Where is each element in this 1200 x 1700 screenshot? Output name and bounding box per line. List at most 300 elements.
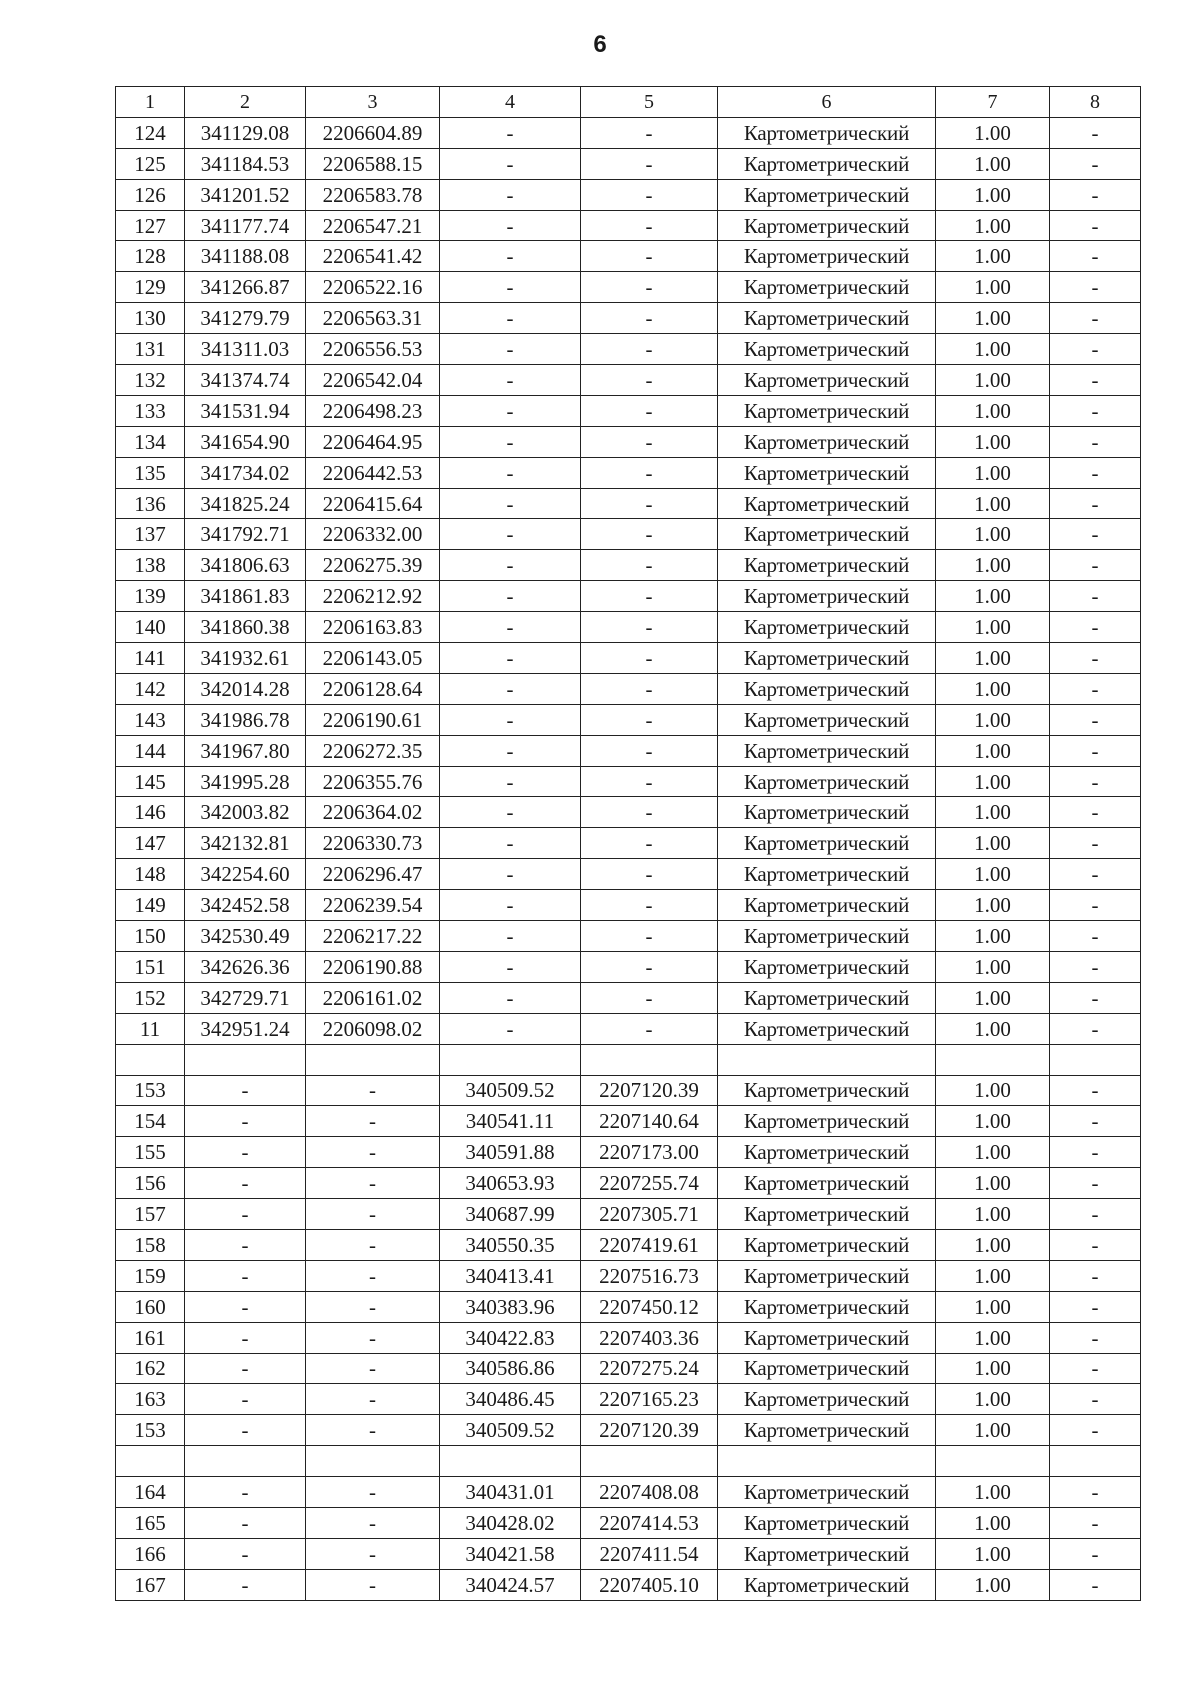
table-cell: 165	[116, 1507, 185, 1538]
table-cell: 159	[116, 1260, 185, 1291]
table-cell: 162	[116, 1353, 185, 1384]
table-cell: -	[1050, 951, 1141, 982]
table-cell: 148	[116, 859, 185, 890]
table-cell: -	[581, 148, 718, 179]
table-cell: 1.00	[936, 859, 1050, 890]
table-cell: -	[581, 334, 718, 365]
table-row	[116, 365, 1141, 396]
table-cell: Картометрический	[718, 1353, 936, 1384]
table-cell: 1.00	[936, 457, 1050, 488]
table-cell: -	[1050, 921, 1141, 952]
table-cell: -	[440, 612, 581, 643]
table-cell: 340550.35	[440, 1229, 581, 1260]
table-cell: 340591.88	[440, 1137, 581, 1168]
table-cell: 2207275.24	[581, 1353, 718, 1384]
table-cell: 341986.78	[185, 704, 306, 735]
table-cell: 2206332.00	[306, 519, 440, 550]
table-cell: 1.00	[936, 148, 1050, 179]
table-cell: -	[581, 210, 718, 241]
table-cell: 1.00	[936, 1168, 1050, 1199]
table-cell: -	[1050, 1353, 1141, 1384]
table-cell: -	[581, 550, 718, 581]
table-cell: -	[306, 1199, 440, 1230]
header-cell: 8	[1050, 87, 1141, 118]
header-cell: 6	[718, 87, 936, 118]
table-cell: 2207405.10	[581, 1569, 718, 1600]
table-cell: 2206583.78	[306, 179, 440, 210]
table-cell	[116, 1044, 185, 1075]
table-row	[116, 1013, 1141, 1044]
table-row	[116, 272, 1141, 303]
table-row	[116, 117, 1141, 148]
table-cell: -	[1050, 1507, 1141, 1538]
table-cell: 1.00	[936, 1538, 1050, 1569]
table-cell: 139	[116, 581, 185, 612]
table-cell: -	[440, 519, 581, 550]
table-row	[116, 1569, 1141, 1600]
header-cell: 7	[936, 87, 1050, 118]
table-cell: 137	[116, 519, 185, 550]
table-cell: -	[440, 117, 581, 148]
table-cell: -	[440, 797, 581, 828]
table-cell: 1.00	[936, 1384, 1050, 1415]
table-cell: -	[440, 766, 581, 797]
table-cell: Картометрический	[718, 766, 936, 797]
table-cell: 2206272.35	[306, 735, 440, 766]
table-cell: 1.00	[936, 612, 1050, 643]
table-cell: Картометрический	[718, 581, 936, 612]
table-cell: -	[185, 1538, 306, 1569]
table-cell: -	[1050, 210, 1141, 241]
table-cell: 342003.82	[185, 797, 306, 828]
table-cell: -	[581, 982, 718, 1013]
table-row	[116, 1415, 1141, 1446]
table-cell: 340383.96	[440, 1291, 581, 1322]
table-row	[116, 1291, 1141, 1322]
table-cell: 341806.63	[185, 550, 306, 581]
table-cell: 1.00	[936, 951, 1050, 982]
table-cell: 161	[116, 1322, 185, 1353]
table-cell: 340428.02	[440, 1507, 581, 1538]
table-cell: 163	[116, 1384, 185, 1415]
table-cell: -	[1050, 488, 1141, 519]
table-cell: -	[1050, 117, 1141, 148]
table-cell: 2206355.76	[306, 766, 440, 797]
table-row	[116, 395, 1141, 426]
table-cell: 2206464.95	[306, 426, 440, 457]
table-cell: -	[1050, 828, 1141, 859]
table-cell: -	[440, 395, 581, 426]
table-cell: 1.00	[936, 1106, 1050, 1137]
table-cell: Картометрический	[718, 1168, 936, 1199]
table-cell: Картометрический	[718, 890, 936, 921]
table-cell: 1.00	[936, 519, 1050, 550]
table-row	[116, 457, 1141, 488]
table-cell	[306, 1044, 440, 1075]
table-row	[116, 921, 1141, 952]
table-cell: Картометрический	[718, 303, 936, 334]
table-cell: 1.00	[936, 1507, 1050, 1538]
table-cell: 2206190.88	[306, 951, 440, 982]
table-cell: 1.00	[936, 550, 1050, 581]
table-cell: -	[440, 148, 581, 179]
table-cell: 2206364.02	[306, 797, 440, 828]
table-cell: 155	[116, 1137, 185, 1168]
table-cell: -	[581, 426, 718, 457]
table-cell: -	[1050, 890, 1141, 921]
table-cell: 2207120.39	[581, 1415, 718, 1446]
table-cell: -	[1050, 457, 1141, 488]
header-cell: 3	[306, 87, 440, 118]
table-cell: 342951.24	[185, 1013, 306, 1044]
table-cell	[306, 1446, 440, 1477]
table-cell: -	[440, 241, 581, 272]
table-cell: -	[306, 1260, 440, 1291]
table-cell: -	[1050, 1415, 1141, 1446]
header-cell: 1	[116, 87, 185, 118]
table-cell: -	[1050, 1384, 1141, 1415]
table-cell: -	[1050, 1538, 1141, 1569]
table-cell: 341188.08	[185, 241, 306, 272]
table-cell: 153	[116, 1415, 185, 1446]
table-cell: 2206547.21	[306, 210, 440, 241]
table-cell: -	[185, 1507, 306, 1538]
header-row	[116, 87, 1141, 118]
table-cell: 2206217.22	[306, 921, 440, 952]
table-cell: Картометрический	[718, 1538, 936, 1569]
table-cell: 1.00	[936, 828, 1050, 859]
table-cell: -	[185, 1168, 306, 1199]
table-cell: 2207414.53	[581, 1507, 718, 1538]
table-cell: 1.00	[936, 1137, 1050, 1168]
table-cell: Картометрический	[718, 1322, 936, 1353]
table-cell: 342452.58	[185, 890, 306, 921]
table-cell: -	[581, 365, 718, 396]
table-cell: -	[185, 1477, 306, 1508]
table-cell: 2207165.23	[581, 1384, 718, 1415]
table-row	[116, 735, 1141, 766]
table-cell: 1.00	[936, 581, 1050, 612]
table-cell: -	[440, 303, 581, 334]
table-cell: Картометрический	[718, 951, 936, 982]
table-cell: -	[1050, 735, 1141, 766]
table-row	[116, 519, 1141, 550]
table-cell: -	[1050, 334, 1141, 365]
table-cell: 157	[116, 1199, 185, 1230]
table-cell: -	[1050, 395, 1141, 426]
table-cell: -	[440, 735, 581, 766]
table-cell: 2206330.73	[306, 828, 440, 859]
table-cell: -	[306, 1075, 440, 1106]
table-row	[116, 303, 1141, 334]
table-cell: -	[1050, 1229, 1141, 1260]
table-cell: -	[581, 272, 718, 303]
table-cell: 11	[116, 1013, 185, 1044]
table-cell: -	[581, 673, 718, 704]
table-cell: 342626.36	[185, 951, 306, 982]
table-cell: -	[306, 1168, 440, 1199]
table-cell: Картометрический	[718, 1229, 936, 1260]
table-cell: -	[306, 1137, 440, 1168]
header-cell: 2	[185, 87, 306, 118]
table-cell: Картометрический	[718, 519, 936, 550]
table-cell: -	[440, 921, 581, 952]
table-cell: 1.00	[936, 210, 1050, 241]
table-cell: -	[1050, 859, 1141, 890]
table-cell: -	[581, 519, 718, 550]
table-cell: 340486.45	[440, 1384, 581, 1415]
table-cell: -	[581, 117, 718, 148]
table-cell: -	[1050, 1260, 1141, 1291]
table-cell: 2207120.39	[581, 1075, 718, 1106]
table-cell: 1.00	[936, 1322, 1050, 1353]
table-cell: 341792.71	[185, 519, 306, 550]
table-row	[116, 1137, 1141, 1168]
table-cell: Картометрический	[718, 179, 936, 210]
table-cell: 342729.71	[185, 982, 306, 1013]
table-cell: Картометрический	[718, 1013, 936, 1044]
table-cell: -	[185, 1260, 306, 1291]
table-cell: -	[581, 921, 718, 952]
table-cell: 1.00	[936, 1477, 1050, 1508]
table-cell: 128	[116, 241, 185, 272]
table-cell: 1.00	[936, 1199, 1050, 1230]
table-cell: 136	[116, 488, 185, 519]
table-cell	[440, 1446, 581, 1477]
table-cell: 341825.24	[185, 488, 306, 519]
table-cell: -	[1050, 1013, 1141, 1044]
table-cell: 166	[116, 1538, 185, 1569]
table-cell: 341311.03	[185, 334, 306, 365]
table-cell: 340413.41	[440, 1260, 581, 1291]
table-cell	[185, 1446, 306, 1477]
table-cell: 145	[116, 766, 185, 797]
table-cell: 1.00	[936, 1415, 1050, 1446]
table-cell: 1.00	[936, 488, 1050, 519]
table-cell: -	[440, 272, 581, 303]
table-cell: 1.00	[936, 334, 1050, 365]
table-cell: 1.00	[936, 735, 1050, 766]
table-cell: 141	[116, 643, 185, 674]
table-cell: 167	[116, 1569, 185, 1600]
table-cell: 144	[116, 735, 185, 766]
table-cell: Картометрический	[718, 426, 936, 457]
table-cell: 149	[116, 890, 185, 921]
table-cell: 342254.60	[185, 859, 306, 890]
table-cell: -	[1050, 1477, 1141, 1508]
table-cell: -	[1050, 1106, 1141, 1137]
table-cell: -	[306, 1322, 440, 1353]
table-cell: 124	[116, 117, 185, 148]
table-cell: 340653.93	[440, 1168, 581, 1199]
table-row	[116, 673, 1141, 704]
header-cell: 4	[440, 87, 581, 118]
table-cell: -	[440, 890, 581, 921]
table-cell: Картометрический	[718, 704, 936, 735]
table-row	[116, 859, 1141, 890]
table-cell: Картометрический	[718, 921, 936, 952]
table-cell: -	[440, 982, 581, 1013]
table-cell: 142	[116, 673, 185, 704]
table-cell: 2206161.02	[306, 982, 440, 1013]
table-cell	[440, 1044, 581, 1075]
table-cell: -	[581, 1013, 718, 1044]
table-cell: -	[306, 1353, 440, 1384]
table-cell: Картометрический	[718, 673, 936, 704]
table-cell: 340687.99	[440, 1199, 581, 1230]
table-cell: 341201.52	[185, 179, 306, 210]
table-cell: -	[581, 890, 718, 921]
table-cell: 340421.58	[440, 1538, 581, 1569]
table-cell: 2207403.36	[581, 1322, 718, 1353]
table-cell: -	[1050, 1168, 1141, 1199]
table-cell: 2206522.16	[306, 272, 440, 303]
table-cell: 1.00	[936, 982, 1050, 1013]
table-cell: -	[581, 643, 718, 674]
table-cell: Картометрический	[718, 1199, 936, 1230]
table-cell: -	[185, 1322, 306, 1353]
table-cell: -	[581, 241, 718, 272]
table-cell: 1.00	[936, 1291, 1050, 1322]
table-cell: -	[440, 334, 581, 365]
table-cell: -	[440, 704, 581, 735]
table-cell: -	[581, 859, 718, 890]
table-cell: -	[306, 1507, 440, 1538]
table-cell: -	[440, 581, 581, 612]
table-cell: -	[185, 1415, 306, 1446]
table-cell: -	[185, 1106, 306, 1137]
table-cell: -	[440, 828, 581, 859]
header-cell: 5	[581, 87, 718, 118]
table-cell: 2206163.83	[306, 612, 440, 643]
table-cell: -	[1050, 550, 1141, 581]
coordinates-table	[115, 86, 1141, 1601]
table-cell: 2206556.53	[306, 334, 440, 365]
table-cell: 340431.01	[440, 1477, 581, 1508]
table-cell: 342014.28	[185, 673, 306, 704]
table-cell: 154	[116, 1106, 185, 1137]
table-cell: 147	[116, 828, 185, 859]
table-cell: 2206143.05	[306, 643, 440, 674]
table-cell: -	[1050, 1075, 1141, 1106]
table-cell: 1.00	[936, 1260, 1050, 1291]
table-cell: 134	[116, 426, 185, 457]
table-cell: 2207411.54	[581, 1538, 718, 1569]
table-cell: -	[581, 581, 718, 612]
table-cell: -	[306, 1569, 440, 1600]
table-cell: 340586.86	[440, 1353, 581, 1384]
table-cell: Картометрический	[718, 1415, 936, 1446]
table-cell: -	[306, 1477, 440, 1508]
table-cell: -	[1050, 303, 1141, 334]
table-cell: -	[1050, 272, 1141, 303]
table-cell: 126	[116, 179, 185, 210]
table-cell: 341861.83	[185, 581, 306, 612]
table-cell: 1.00	[936, 673, 1050, 704]
table-cell: -	[581, 395, 718, 426]
table-cell: 342530.49	[185, 921, 306, 952]
table-cell: 160	[116, 1291, 185, 1322]
table-cell: 341860.38	[185, 612, 306, 643]
table-cell: 1.00	[936, 704, 1050, 735]
table-cell: 2207408.08	[581, 1477, 718, 1508]
table-cell: -	[1050, 519, 1141, 550]
table-cell: -	[440, 426, 581, 457]
table-cell: -	[581, 797, 718, 828]
table-cell: Картометрический	[718, 1260, 936, 1291]
table-cell: 1.00	[936, 643, 1050, 674]
table-cell: 1.00	[936, 1075, 1050, 1106]
table-cell: -	[1050, 797, 1141, 828]
table-cell: -	[1050, 673, 1141, 704]
table-cell: 1.00	[936, 766, 1050, 797]
table-cell: 341967.80	[185, 735, 306, 766]
table-cell: -	[1050, 1569, 1141, 1600]
table-cell: 2206442.53	[306, 457, 440, 488]
table-cell: 138	[116, 550, 185, 581]
table-row	[116, 1477, 1141, 1508]
table-row	[116, 797, 1141, 828]
table-row	[116, 334, 1141, 365]
table-cell: -	[1050, 179, 1141, 210]
table-cell: Картометрический	[718, 828, 936, 859]
table-cell: 2207305.71	[581, 1199, 718, 1230]
table-cell: -	[1050, 1322, 1141, 1353]
table-cell: Картометрический	[718, 117, 936, 148]
table-cell: 146	[116, 797, 185, 828]
table-row	[116, 890, 1141, 921]
table-cell	[718, 1044, 936, 1075]
table-cell: -	[581, 704, 718, 735]
table-row	[116, 766, 1141, 797]
table-cell: -	[440, 488, 581, 519]
table-cell: Картометрический	[718, 488, 936, 519]
table-cell: 133	[116, 395, 185, 426]
table-cell: 2206275.39	[306, 550, 440, 581]
table-cell: 1.00	[936, 921, 1050, 952]
table-cell: Картометрический	[718, 1291, 936, 1322]
table-cell	[185, 1044, 306, 1075]
table-cell: -	[1050, 643, 1141, 674]
table-cell: -	[1050, 241, 1141, 272]
table-row	[116, 488, 1141, 519]
table-cell: 153	[116, 1075, 185, 1106]
table-row	[116, 704, 1141, 735]
table-cell: -	[1050, 1137, 1141, 1168]
table-cell: -	[1050, 365, 1141, 396]
table-cell: 342132.81	[185, 828, 306, 859]
table-cell	[936, 1044, 1050, 1075]
table-cell: 2206190.61	[306, 704, 440, 735]
table-cell: 2206098.02	[306, 1013, 440, 1044]
table-cell: 1.00	[936, 241, 1050, 272]
table-cell: 1.00	[936, 1353, 1050, 1384]
table-cell: 1.00	[936, 179, 1050, 210]
table-cell: 2206542.04	[306, 365, 440, 396]
table-cell: Картометрический	[718, 1384, 936, 1415]
table-row	[116, 951, 1141, 982]
table-cell: 341177.74	[185, 210, 306, 241]
table-cell: 341279.79	[185, 303, 306, 334]
table-cell: -	[185, 1291, 306, 1322]
table-cell: 127	[116, 210, 185, 241]
table-cell: Картометрический	[718, 550, 936, 581]
table-cell: 150	[116, 921, 185, 952]
table-cell: -	[581, 766, 718, 797]
table-row	[116, 643, 1141, 674]
table-row	[116, 1075, 1141, 1106]
table-row	[116, 1199, 1141, 1230]
